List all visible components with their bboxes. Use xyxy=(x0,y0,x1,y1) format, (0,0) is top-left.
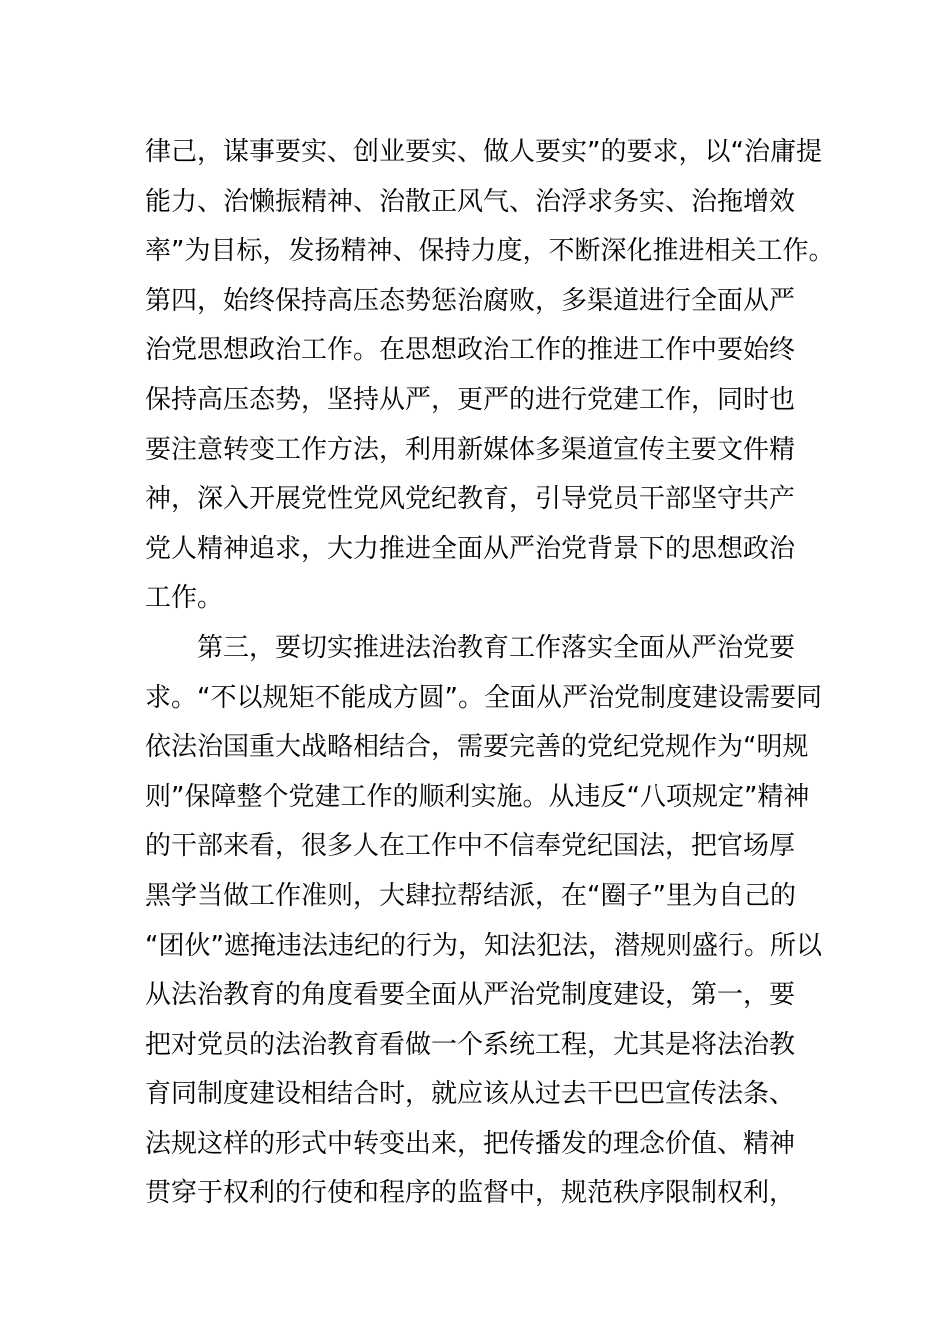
text-line: 从法治教育的角度看要全面从严治党制度建设，第一，要 xyxy=(145,980,796,1011)
text-line: 保持高压态势，坚持从严，更严的进行党建工作，同时也 xyxy=(145,384,796,415)
text-line: 律己，谋事要实、创业要实、做人要实”的要求，以“治庸提 xyxy=(145,137,822,167)
text-line: 治党思想政治工作。在思想政治工作的推进工作中要始终 xyxy=(145,335,796,366)
text-line: “团伙”遮掩违法违纪的行为，知法犯法，潜规则盛行。所以 xyxy=(145,930,822,961)
text-line: 能力、治懒振精神、治散正风气、治浮求务实、治拖增效 xyxy=(145,186,796,217)
text-line: 要注意转变工作方法，利用新媒体多渠道宣传主要文件精 xyxy=(145,434,796,465)
text-line: 求。“不以规矩不能成方圆”。全面从严治党制度建设需要同 xyxy=(145,682,822,713)
text-line: 的干部来看，很多人在工作中不信奉党纪国法，把官场厚 xyxy=(145,831,796,862)
text-line: 工作。 xyxy=(145,583,224,614)
text-line: 育同制度建设相结合时，就应该从过去干巴巴宣传法条、 xyxy=(145,1079,796,1110)
text-line: 黑学当做工作准则，大肆拉帮结派，在“圈子”里为自己的 xyxy=(145,880,796,911)
text-line: 第四，始终保持高压态势惩治腐败，多渠道进行全面从严 xyxy=(145,285,796,316)
text-line: 依法治国重大战略相结合，需要完善的党纪党规作为“明规 xyxy=(145,732,809,763)
body-text xyxy=(145,128,835,1219)
text-line: 法规这样的形式中转变出来，把传播发的理念价值、精神 xyxy=(145,1128,796,1159)
paragraph-first-line: 第三，要切实推进法治教育工作落实全面从严治党要 xyxy=(197,632,796,663)
text-line: 把对党员的法治教育看做一个系统工程，尤其是将法治教 xyxy=(145,1029,796,1060)
text-line: 率”为目标，发扬精神、保持力度，不断深化推进相关工作。 xyxy=(145,236,835,267)
text-line: 神，深入开展党性党风党纪教育，引导党员干部坚守共产 xyxy=(145,484,796,515)
text-line: 党人精神追求，大力推进全面从严治党背景下的思想政治 xyxy=(145,533,796,564)
text-line: 贯穿于权利的行使和程序的监督中，规范秩序限制权利， xyxy=(145,1178,796,1209)
text-line: 则”保障整个党建工作的顺利实施。从违反“八项规定”精神 xyxy=(145,781,810,812)
